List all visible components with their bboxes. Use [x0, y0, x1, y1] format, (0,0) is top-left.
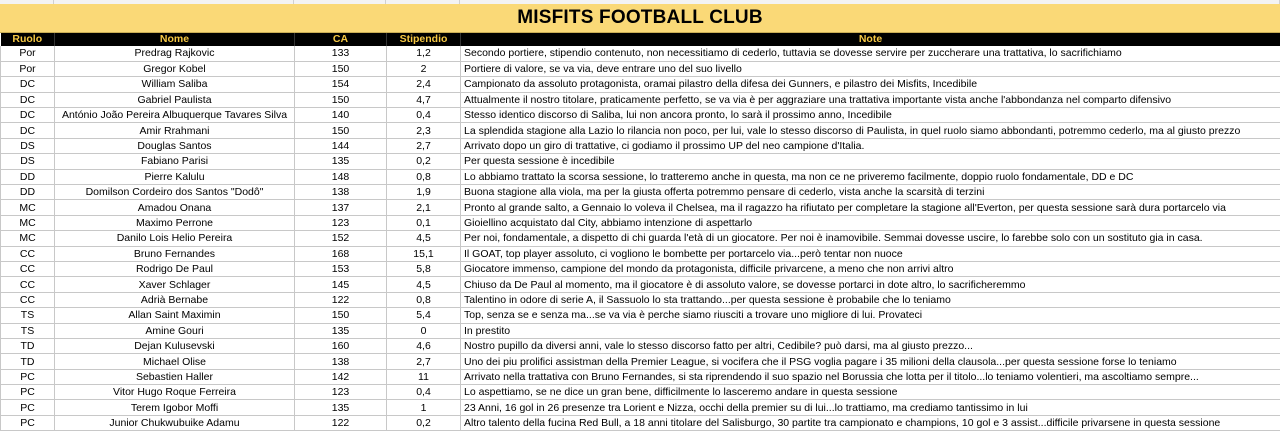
- cell-note[interactable]: Buona stagione alla viola, ma per la giusta offerta potremmo pensare di cederlo, vista anche la scarsità di terzini: [461, 185, 1280, 200]
- cell-note[interactable]: Per noi, fondamentale, a dispetto di chi guarda l'età di un giocatore. Per noi è inamovibile. Semmai dovesse uscire, lo farebbe solo con un sostituto gia in casa.: [461, 231, 1280, 246]
- cell-ca[interactable]: 135: [295, 154, 387, 169]
- cell-ruolo[interactable]: TD: [1, 338, 55, 353]
- cell-stipendio[interactable]: 4,6: [387, 338, 461, 353]
- cell-nome[interactable]: Maximo Perrone: [55, 215, 295, 230]
- cell-note[interactable]: Arrivato dopo un giro di trattative, ci godiamo il prossimo UP del neo campione d'Italia.: [461, 138, 1280, 153]
- cell-stipendio[interactable]: 2,4: [387, 77, 461, 92]
- cell-ruolo[interactable]: Por: [1, 46, 55, 61]
- table-row: [1, 354, 1280, 369]
- cell-nome[interactable]: Amir Rrahmani: [55, 123, 295, 138]
- sheet-title-cell[interactable]: [0, 4, 1280, 33]
- cell-note[interactable]: In prestito: [461, 323, 1280, 338]
- cell-ca[interactable]: 160: [295, 338, 387, 353]
- table-row: [1, 77, 1280, 92]
- cell-note[interactable]: Giocatore immenso, campione del mondo da protagonista, difficile privarcene, a meno che non arrivi altro: [461, 261, 1280, 276]
- header-ca[interactable]: CA: [295, 33, 387, 46]
- cell-nome[interactable]: Allan Saint Maximin: [55, 308, 295, 323]
- cell-ca[interactable]: 123: [295, 385, 387, 400]
- cell-ca[interactable]: 150: [295, 92, 387, 107]
- cell-ca[interactable]: 150: [295, 123, 387, 138]
- cell-nome[interactable]: Predrag Rajkovic: [55, 46, 295, 61]
- cell-note[interactable]: Portiere di valore, se va via, deve entrare uno del suo livello: [461, 61, 1280, 76]
- table-body: [1, 46, 1280, 431]
- table-row: [1, 92, 1280, 107]
- cell-ruolo[interactable]: DS: [1, 154, 55, 169]
- cell-note[interactable]: Altro talento della fucina Red Bull, a 18 anni titolare del Salisburgo, 30 partite tra campionato e champions, 10 gol e 3 assist...difficile privarsene in questa sessione: [461, 415, 1280, 430]
- cell-nome[interactable]: Terem Igobor Moffi: [55, 400, 295, 415]
- cell-note[interactable]: Lo aspettiamo, se ne dice un gran bene, difficilmente lo lasceremo andare in questa sessione: [461, 385, 1280, 400]
- cell-stipendio[interactable]: 2,1: [387, 200, 461, 215]
- table-row: [1, 415, 1280, 430]
- cell-nome[interactable]: Vitor Hugo Roque Ferreira: [55, 385, 295, 400]
- roster-table: [0, 33, 1280, 431]
- cell-nome[interactable]: Amadou Onana: [55, 200, 295, 215]
- cell-nome[interactable]: Gregor Kobel: [55, 61, 295, 76]
- cell-ca[interactable]: 153: [295, 261, 387, 276]
- table-row: [1, 292, 1280, 307]
- cell-ca[interactable]: 135: [295, 323, 387, 338]
- cell-stipendio[interactable]: 0: [387, 323, 461, 338]
- table-row: [1, 308, 1280, 323]
- cell-note[interactable]: Stesso identico discorso di Saliba, lui non ancora pronto, lo sarà il prossimo anno, Incedibile: [461, 108, 1280, 123]
- cell-ruolo[interactable]: PC: [1, 415, 55, 430]
- cell-note[interactable]: Secondo portiere, stipendio contenuto, non necessitiamo di cederlo, tuttavia se dovesse servire per zuccherare una trattativa, lo sacrifichiamo: [461, 46, 1280, 61]
- header-note[interactable]: Note: [461, 33, 1280, 46]
- table-row: [1, 338, 1280, 353]
- cell-stipendio[interactable]: 0,2: [387, 415, 461, 430]
- cell-note[interactable]: Chiuso da De Paul al momento, ma il giocatore è di assoluto valore, se dovesse portarci in dote altro, lo sacrificheremmo: [461, 277, 1280, 292]
- cell-note[interactable]: Gioiellino acquistato dal City, abbiamo intenzione di aspettarlo: [461, 215, 1280, 230]
- cell-ruolo[interactable]: DS: [1, 138, 55, 153]
- cell-stipendio[interactable]: 11: [387, 369, 461, 384]
- cell-ca[interactable]: 122: [295, 415, 387, 430]
- cell-ca[interactable]: 154: [295, 77, 387, 92]
- cell-stipendio[interactable]: 2,7: [387, 354, 461, 369]
- cell-ruolo[interactable]: CC: [1, 261, 55, 276]
- cell-nome[interactable]: Gabriel Paulista: [55, 92, 295, 107]
- cell-stipendio[interactable]: 0,4: [387, 385, 461, 400]
- cell-nome[interactable]: Domilson Cordeiro dos Santos "Dodô": [55, 185, 295, 200]
- table-row: [1, 46, 1280, 61]
- cell-ca[interactable]: 123: [295, 215, 387, 230]
- cell-note[interactable]: Arrivato nella trattativa con Bruno Fernandes, si sta riprendendo il suo spazio nel Borussia che lotta per il titolo...lo teniamo volentieri, ma ascoltiamo sempre...: [461, 369, 1280, 384]
- table-row: [1, 277, 1280, 292]
- cell-nome[interactable]: Amine Gouri: [55, 323, 295, 338]
- cell-ca[interactable]: 138: [295, 185, 387, 200]
- cell-nome[interactable]: Adrià Bernabe: [55, 292, 295, 307]
- cell-stipendio[interactable]: 2,3: [387, 123, 461, 138]
- cell-nome[interactable]: Bruno Fernandes: [55, 246, 295, 261]
- cell-ruolo[interactable]: DD: [1, 185, 55, 200]
- cell-note[interactable]: Uno dei piu prolifici assistman della Premier League, si vocifera che il PSG voglia pagare i 35 milioni della clausola...per questa sessione forse lo teniamo: [461, 354, 1280, 369]
- cell-ca[interactable]: 168: [295, 246, 387, 261]
- table-row: [1, 400, 1280, 415]
- sheet-title: MISFITS FOOTBALL CLUB: [517, 7, 763, 28]
- cell-ruolo[interactable]: DC: [1, 123, 55, 138]
- cell-ruolo[interactable]: DC: [1, 108, 55, 123]
- table-row: [1, 123, 1280, 138]
- cell-note[interactable]: Il GOAT, top player assoluto, ci vogliono le bombette per portarcelo via...però tentar non nuoce: [461, 246, 1280, 261]
- table-row: [1, 61, 1280, 76]
- table-row: [1, 108, 1280, 123]
- cell-nome[interactable]: Pierre Kalulu: [55, 169, 295, 184]
- table-row: [1, 261, 1280, 276]
- table-row: [1, 138, 1280, 153]
- cell-ca[interactable]: 148: [295, 169, 387, 184]
- cell-stipendio[interactable]: 1: [387, 400, 461, 415]
- cell-ca[interactable]: 150: [295, 308, 387, 323]
- cell-ca[interactable]: 133: [295, 46, 387, 61]
- cell-ca[interactable]: 122: [295, 292, 387, 307]
- cell-nome[interactable]: Fabiano Parisi: [55, 154, 295, 169]
- header-stipendio[interactable]: Stipendio: [387, 33, 461, 46]
- cell-stipendio[interactable]: 2,7: [387, 138, 461, 153]
- cell-nome[interactable]: William Saliba: [55, 77, 295, 92]
- cell-ruolo[interactable]: MC: [1, 231, 55, 246]
- cell-stipendio[interactable]: 2: [387, 61, 461, 76]
- cell-stipendio[interactable]: 0,4: [387, 108, 461, 123]
- cell-note[interactable]: La splendida stagione alla Lazio lo rilancia non poco, per lui, vale lo stesso discorso di Paulista, in quel ruolo siamo abbondanti, potremmo cederlo, ma al giusto prezzo: [461, 123, 1280, 138]
- cell-ruolo[interactable]: CC: [1, 277, 55, 292]
- cell-note[interactable]: Attualmente il nostro titolare, praticamente perfetto, se va via è per aggraziare una trattativa importante vista anche l'abbondanza nel comparto difensivo: [461, 92, 1280, 107]
- cell-stipendio[interactable]: 4,7: [387, 92, 461, 107]
- cell-stipendio[interactable]: 0,2: [387, 154, 461, 169]
- cell-stipendio[interactable]: 5,4: [387, 308, 461, 323]
- cell-ca[interactable]: 135: [295, 400, 387, 415]
- cell-stipendio[interactable]: 0,8: [387, 292, 461, 307]
- cell-nome[interactable]: Rodrigo De Paul: [55, 261, 295, 276]
- cell-nome[interactable]: Sebastien Haller: [55, 369, 295, 384]
- cell-note[interactable]: Talentino in odore di serie A, il Sassuolo lo sta trattando...per questa sessione è probabile che lo teniamo: [461, 292, 1280, 307]
- cell-note[interactable]: Per questa sessione è incedibile: [461, 154, 1280, 169]
- cell-note[interactable]: 23 Anni, 16 gol in 26 presenze tra Lorient e Nizza, occhi della premier su di lui...lo trattiamo, ma crediamo tantissimo in lui: [461, 400, 1280, 415]
- table-row: [1, 185, 1280, 200]
- table-row: [1, 323, 1280, 338]
- cell-ruolo[interactable]: Por: [1, 61, 55, 76]
- cell-nome[interactable]: Xaver Schlager: [55, 277, 295, 292]
- cell-stipendio[interactable]: 0,8: [387, 169, 461, 184]
- table-row: [1, 246, 1280, 261]
- header-nome[interactable]: Nome: [55, 33, 295, 46]
- cell-note[interactable]: Top, senza se e senza ma...se va via è perche siamo riusciti a trovare uno migliore di lui. Provateci: [461, 308, 1280, 323]
- cell-ca[interactable]: 138: [295, 354, 387, 369]
- table-row: [1, 200, 1280, 215]
- cell-stipendio[interactable]: 5,8: [387, 261, 461, 276]
- cell-stipendio[interactable]: 1,2: [387, 46, 461, 61]
- cell-stipendio[interactable]: 1,9: [387, 185, 461, 200]
- cell-nome[interactable]: Junior Chukwubuike Adamu: [55, 415, 295, 430]
- cell-ca[interactable]: 142: [295, 369, 387, 384]
- cell-nome[interactable]: Danilo Lois Helio Pereira: [55, 231, 295, 246]
- cell-ruolo[interactable]: PC: [1, 385, 55, 400]
- cell-ca[interactable]: 150: [295, 61, 387, 76]
- cell-ca[interactable]: 145: [295, 277, 387, 292]
- cell-ruolo[interactable]: CC: [1, 246, 55, 261]
- cell-ruolo[interactable]: DC: [1, 77, 55, 92]
- table-row: [1, 231, 1280, 246]
- cell-note[interactable]: Pronto al grande salto, a Gennaio lo voleva il Chelsea, ma il ragazzo ha rifiutato per completare la stagione all'Everton, per questa sessione sarà dura portarcelo via: [461, 200, 1280, 215]
- cell-nome[interactable]: António João Pereira Albuquerque Tavares Silva: [55, 108, 295, 123]
- cell-nome[interactable]: Michael Olise: [55, 354, 295, 369]
- header-ruolo[interactable]: Ruolo: [1, 33, 55, 46]
- cell-ca[interactable]: 137: [295, 200, 387, 215]
- cell-ca[interactable]: 144: [295, 138, 387, 153]
- cell-note[interactable]: Lo abbiamo trattato la scorsa sessione, lo tratteremo anche in questa, ma non ce ne priveremo facilmente, doppio ruolo fondamentale, DD e DC: [461, 169, 1280, 184]
- cell-nome[interactable]: Douglas Santos: [55, 138, 295, 153]
- cell-ruolo[interactable]: PC: [1, 369, 55, 384]
- cell-note[interactable]: Campionato da assoluto protagonista, oramai pilastro della difesa dei Gunners, e pilastro dei Misfits, Incedibile: [461, 77, 1280, 92]
- table-row: [1, 369, 1280, 384]
- cell-ruolo[interactable]: MC: [1, 215, 55, 230]
- cell-ruolo[interactable]: TS: [1, 323, 55, 338]
- cell-ruolo[interactable]: DD: [1, 169, 55, 184]
- cell-ruolo[interactable]: PC: [1, 400, 55, 415]
- cell-ca[interactable]: 140: [295, 108, 387, 123]
- cell-ruolo[interactable]: CC: [1, 292, 55, 307]
- cell-stipendio[interactable]: 0,1: [387, 215, 461, 230]
- table-row: [1, 385, 1280, 400]
- cell-stipendio[interactable]: 4,5: [387, 277, 461, 292]
- cell-note[interactable]: Nostro pupillo da diversi anni, vale lo stesso discorso fatto per altri, Cedibile? può darsi, ma al giusto prezzo...: [461, 338, 1280, 353]
- table-row: [1, 215, 1280, 230]
- cell-ruolo[interactable]: TD: [1, 354, 55, 369]
- cell-stipendio[interactable]: 4,5: [387, 231, 461, 246]
- cell-stipendio[interactable]: 15,1: [387, 246, 461, 261]
- header-row: [1, 33, 1280, 46]
- cell-ruolo[interactable]: MC: [1, 200, 55, 215]
- cell-ruolo[interactable]: DC: [1, 92, 55, 107]
- table-row: [1, 154, 1280, 169]
- cell-ca[interactable]: 152: [295, 231, 387, 246]
- table-row: [1, 169, 1280, 184]
- cell-nome[interactable]: Dejan Kulusevski: [55, 338, 295, 353]
- cell-ruolo[interactable]: TS: [1, 308, 55, 323]
